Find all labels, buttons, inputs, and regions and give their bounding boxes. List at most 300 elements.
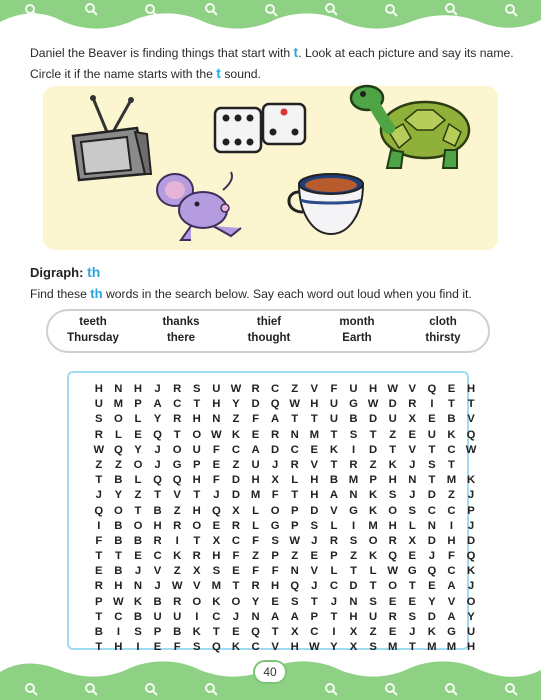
grid-letter[interactable]: T (369, 428, 377, 441)
grid-letter[interactable]: D (349, 580, 358, 593)
grid-letter[interactable]: O (113, 504, 123, 517)
grid-letter[interactable]: T (95, 610, 103, 623)
grid-letter[interactable]: L (369, 565, 377, 578)
grid-letter[interactable]: G (172, 458, 182, 471)
grid-letter[interactable]: S (95, 413, 103, 426)
grid-letter[interactable]: R (349, 458, 358, 471)
grid-letter[interactable]: F (252, 413, 259, 426)
grid-letter[interactable]: R (173, 519, 182, 532)
grid-letter[interactable]: T (330, 428, 338, 441)
grid-letter[interactable]: Y (134, 443, 142, 456)
grid-letter[interactable]: O (270, 504, 280, 517)
grid-letter[interactable]: J (409, 489, 416, 502)
grid-letter[interactable]: G (407, 565, 417, 578)
grid-letter[interactable]: J (95, 489, 102, 502)
grid-letter[interactable]: H (192, 474, 201, 487)
grid-letter[interactable]: W (367, 398, 379, 411)
grid-letter[interactable]: F (271, 489, 279, 502)
grid-letter[interactable]: T (408, 641, 416, 654)
grid-letter[interactable]: O (466, 595, 476, 608)
grid-letter[interactable]: H (290, 641, 299, 654)
grid-letter[interactable]: M (250, 489, 261, 502)
grid-letter[interactable]: S (388, 489, 397, 502)
grid-letter[interactable]: V (310, 565, 319, 578)
grid-letter[interactable]: R (173, 413, 182, 426)
grid-letter[interactable]: O (113, 413, 123, 426)
grid-letter[interactable]: K (427, 626, 436, 638)
grid-letter[interactable]: I (116, 626, 120, 638)
grid-letter[interactable]: B (133, 610, 143, 623)
grid-letter[interactable]: H (212, 398, 221, 411)
dice-picture[interactable] (213, 102, 309, 158)
grid-letter[interactable]: D (231, 489, 241, 502)
grid-letter[interactable]: U (173, 610, 182, 623)
grid-letter[interactable]: C (114, 610, 123, 623)
grid-letter[interactable]: L (114, 428, 122, 441)
grid-letter[interactable]: E (134, 428, 142, 441)
grid-letter[interactable]: M (211, 580, 222, 593)
grid-letter[interactable]: E (408, 550, 417, 563)
grid-letter[interactable]: O (192, 595, 202, 608)
grid-letter[interactable]: Z (173, 504, 181, 517)
grid-letter[interactable]: W (230, 383, 242, 395)
grid-letter[interactable]: G (447, 626, 456, 638)
grid-letter[interactable]: A (447, 580, 456, 593)
grid-letter[interactable]: Y (467, 610, 475, 623)
grid-letter[interactable]: N (251, 610, 260, 623)
grid-letter[interactable]: Z (369, 626, 377, 638)
grid-letter[interactable]: Z (232, 458, 240, 471)
grid-letter[interactable]: P (310, 610, 319, 623)
grid-letter[interactable]: I (136, 641, 140, 654)
grid-letter[interactable]: J (154, 458, 161, 471)
grid-letter[interactable]: T (428, 474, 436, 487)
grid-letter[interactable]: K (447, 428, 456, 441)
grid-letter[interactable]: H (447, 534, 456, 547)
grid-letter[interactable]: Q (94, 504, 104, 517)
grid-letter[interactable]: J (213, 489, 220, 502)
grid-letter[interactable]: S (290, 595, 299, 608)
grid-letter[interactable]: A (290, 610, 299, 623)
grid-letter[interactable]: S (271, 534, 279, 547)
grid-letter[interactable]: K (133, 595, 143, 608)
grid-letter[interactable]: G (349, 398, 358, 411)
grid-letter[interactable]: N (290, 565, 299, 578)
grid-letter[interactable]: M (309, 428, 320, 441)
grid-letter[interactable]: U (94, 398, 103, 411)
grid-letter[interactable]: C (231, 534, 241, 547)
grid-letter[interactable]: H (212, 550, 221, 563)
grid-letter[interactable]: E (310, 443, 319, 456)
grid-letter[interactable]: H (310, 474, 319, 487)
grid-letter[interactable]: X (290, 626, 299, 638)
grid-letter[interactable]: E (388, 626, 397, 638)
grid-letter[interactable]: Q (251, 626, 260, 638)
grid-letter[interactable]: C (251, 641, 260, 654)
grid-letter[interactable]: N (212, 413, 221, 426)
grid-letter[interactable]: Q (466, 550, 476, 563)
grid-letter[interactable]: R (251, 580, 260, 593)
grid-letter[interactable]: P (192, 458, 201, 471)
grid-letter[interactable]: Z (350, 550, 357, 563)
grid-letter[interactable]: F (232, 550, 240, 563)
grid-letter[interactable]: J (428, 550, 436, 563)
grid-letter[interactable]: B (114, 474, 123, 487)
grid-letter[interactable]: E (212, 519, 221, 532)
grid-letter[interactable]: N (114, 383, 123, 395)
grid-letter[interactable]: Z (291, 383, 299, 395)
grid-letter[interactable]: X (408, 413, 417, 426)
grid-letter[interactable]: L (330, 519, 338, 532)
grid-letter[interactable]: T (193, 489, 201, 502)
grid-letter[interactable]: A (447, 610, 456, 623)
grid-letter[interactable]: K (212, 595, 221, 608)
grid-letter[interactable]: E (428, 580, 436, 593)
grid-letter[interactable]: K (231, 428, 241, 441)
grid-letter[interactable]: V (310, 383, 319, 395)
grid-letter[interactable]: Z (134, 489, 142, 502)
grid-letter[interactable]: Z (448, 489, 455, 502)
grid-letter[interactable]: H (114, 641, 123, 654)
grid-letter[interactable]: L (134, 474, 142, 487)
grid-letter[interactable]: I (430, 398, 434, 411)
grid-letter[interactable]: G (270, 519, 280, 532)
grid-letter[interactable]: S (349, 534, 358, 547)
grid-letter[interactable]: F (330, 383, 338, 395)
grid-letter[interactable]: T (95, 641, 103, 654)
grid-letter[interactable]: E (232, 626, 240, 638)
grid-letter[interactable]: V (408, 383, 417, 395)
grid-letter[interactable]: O (388, 580, 398, 593)
grid-letter[interactable]: Y (114, 489, 123, 502)
grid-letter[interactable]: B (114, 519, 123, 532)
grid-letter[interactable]: O (388, 504, 398, 517)
grid-letter[interactable]: W (289, 398, 301, 411)
grid-letter[interactable]: C (290, 443, 299, 456)
grid-letter[interactable]: C (310, 626, 319, 638)
grid-letter[interactable]: T (154, 489, 162, 502)
grid-letter[interactable]: O (133, 519, 143, 532)
grid-letter[interactable]: F (252, 534, 259, 547)
grid-letter[interactable]: I (351, 519, 356, 532)
grid-letter[interactable]: C (447, 504, 456, 517)
grid-letter[interactable]: T (310, 595, 318, 608)
grid-letter[interactable]: Z (95, 458, 103, 471)
grid-letter[interactable]: W (387, 565, 399, 578)
grid-letter[interactable]: E (251, 428, 260, 441)
grid-letter[interactable]: M (348, 474, 359, 487)
grid-letter[interactable]: L (291, 474, 299, 487)
mouse-picture[interactable] (151, 170, 251, 244)
grid-letter[interactable]: L (252, 504, 259, 517)
grid-letter[interactable]: T (193, 534, 201, 547)
grid-letter[interactable]: H (94, 383, 103, 395)
grid-letter[interactable]: P (153, 626, 162, 638)
grid-letter[interactable]: T (448, 398, 455, 411)
grid-letter[interactable]: E (212, 458, 221, 471)
grid-letter[interactable]: Q (153, 428, 162, 441)
grid-letter[interactable]: K (466, 474, 476, 487)
grid-letter[interactable]: E (271, 595, 279, 608)
grid-letter[interactable]: H (114, 580, 123, 593)
grid-letter[interactable]: X (271, 474, 279, 487)
grid-letter[interactable]: R (251, 383, 260, 395)
grid-letter[interactable]: P (330, 550, 338, 563)
grid-letter[interactable]: V (330, 504, 338, 517)
grid-letter[interactable]: M (368, 519, 378, 532)
grid-letter[interactable]: T (428, 443, 436, 456)
grid-letter[interactable]: X (232, 504, 240, 517)
grid-letter[interactable]: Y (428, 595, 436, 608)
grid-letter[interactable]: C (329, 580, 338, 593)
grid-letter[interactable]: B (114, 565, 123, 578)
grid-letter[interactable]: E (153, 641, 162, 654)
teacup-picture[interactable] (279, 170, 379, 242)
grid-letter[interactable]: R (173, 383, 182, 395)
grid-letter[interactable]: P (271, 550, 279, 563)
grid-letter[interactable]: N (408, 474, 417, 487)
grid-letter[interactable]: S (212, 565, 221, 578)
grid-letter[interactable]: T (369, 580, 377, 593)
grid-letter[interactable]: X (408, 534, 417, 547)
grid-letter[interactable]: T (193, 398, 201, 411)
grid-letter[interactable]: Z (369, 458, 377, 471)
grid-letter[interactable]: T (291, 489, 299, 502)
grid-letter[interactable]: L (330, 565, 338, 578)
grid-letter[interactable]: P (467, 504, 475, 517)
grid-letter[interactable]: U (369, 610, 378, 623)
grid-letter[interactable]: W (171, 580, 183, 593)
grid-letter[interactable]: T (389, 443, 397, 456)
grid-letter[interactable]: F (252, 565, 259, 578)
grid-letter[interactable]: J (154, 580, 161, 593)
grid-letter[interactable]: Q (211, 504, 221, 517)
grid-letter[interactable]: R (388, 610, 397, 623)
grid-letter[interactable]: U (212, 383, 221, 395)
grid-letter[interactable]: R (329, 534, 338, 547)
grid-letter[interactable]: O (192, 519, 202, 532)
grid-letter[interactable]: P (369, 474, 377, 487)
grid-letter[interactable]: Z (291, 550, 299, 563)
grid-letter[interactable]: M (113, 398, 124, 411)
grid-letter[interactable]: R (192, 550, 201, 563)
grid-letter[interactable]: Q (466, 428, 476, 441)
grid-letter[interactable]: K (192, 626, 201, 638)
grid-letter[interactable]: F (448, 550, 455, 563)
grid-letter[interactable]: Z (389, 428, 397, 441)
grid-letter[interactable]: K (369, 489, 378, 502)
grid-letter[interactable]: H (388, 519, 397, 532)
grid-letter[interactable]: U (153, 610, 162, 623)
grid-letter[interactable]: B (133, 534, 143, 547)
grid-letter[interactable]: H (310, 489, 319, 502)
grid-letter[interactable]: V (447, 595, 456, 608)
grid-letter[interactable]: T (350, 565, 357, 578)
grid-letter[interactable]: H (153, 519, 162, 532)
grid-letter[interactable]: P (95, 595, 103, 608)
grid-letter[interactable]: M (446, 641, 457, 654)
word-search-grid[interactable] (89, 382, 481, 655)
grid-letter[interactable]: O (368, 534, 378, 547)
grid-letter[interactable]: E (388, 595, 397, 608)
grid-letter[interactable]: E (134, 550, 142, 563)
grid-letter[interactable]: Y (232, 398, 240, 411)
grid-letter[interactable]: E (95, 565, 103, 578)
grid-letter[interactable]: Z (252, 550, 259, 563)
grid-letter[interactable]: K (388, 458, 397, 471)
grid-letter[interactable]: K (466, 565, 476, 578)
grid-letter[interactable]: D (388, 398, 397, 411)
grid-letter[interactable]: S (408, 504, 417, 517)
grid-letter[interactable]: O (192, 428, 202, 441)
grid-letter[interactable]: V (467, 413, 475, 426)
grid-letter[interactable]: U (466, 626, 476, 638)
grid-letter[interactable]: W (211, 428, 222, 441)
grid-letter[interactable]: C (427, 504, 436, 517)
grid-letter[interactable]: F (95, 534, 103, 547)
grid-letter[interactable]: O (133, 458, 143, 471)
grid-letter[interactable]: C (447, 565, 456, 578)
grid-letter[interactable]: P (290, 519, 299, 532)
grid-letter[interactable]: D (369, 443, 378, 456)
grid-letter[interactable]: S (369, 641, 377, 654)
grid-letter[interactable]: Q (290, 580, 300, 593)
grid-letter[interactable]: I (449, 519, 454, 532)
grid-letter[interactable]: Q (388, 550, 398, 563)
grid-letter[interactable]: D (310, 504, 319, 517)
grid-letter[interactable]: Y (330, 641, 338, 654)
grid-letter[interactable]: X (349, 626, 358, 638)
grid-letter[interactable]: H (466, 641, 476, 654)
grid-letter[interactable]: E (408, 595, 417, 608)
grid-letter[interactable]: X (212, 534, 221, 547)
grid-letter[interactable]: J (467, 519, 475, 532)
grid-letter[interactable]: B (173, 626, 182, 638)
grid-letter[interactable]: U (192, 443, 201, 456)
grid-letter[interactable]: J (409, 458, 416, 471)
grid-letter[interactable]: T (134, 504, 142, 517)
grid-letter[interactable]: S (310, 519, 319, 532)
grid-letter[interactable]: J (232, 610, 240, 623)
turtle-picture[interactable] (345, 80, 485, 172)
grid-letter[interactable]: Z (232, 413, 240, 426)
grid-letter[interactable]: Y (251, 595, 260, 608)
grid-letter[interactable]: J (154, 443, 161, 456)
grid-letter[interactable]: V (153, 565, 162, 578)
grid-letter[interactable]: D (466, 534, 476, 547)
grid-letter[interactable]: B (329, 474, 338, 487)
grid-letter[interactable]: H (310, 398, 319, 411)
grid-letter[interactable]: D (231, 474, 241, 487)
grid-letter[interactable]: N (349, 595, 358, 608)
grid-letter[interactable]: I (195, 610, 199, 623)
grid-letter[interactable]: H (388, 474, 397, 487)
grid-letter[interactable]: F (212, 474, 220, 487)
grid-letter[interactable]: U (388, 413, 397, 426)
grid-letter[interactable]: H (466, 383, 476, 395)
grid-letter[interactable]: S (192, 641, 201, 654)
grid-letter[interactable]: C (447, 443, 456, 456)
grid-letter[interactable]: K (173, 550, 182, 563)
grid-letter[interactable]: L (408, 519, 416, 532)
grid-letter[interactable]: N (133, 580, 143, 593)
grid-letter[interactable]: C (212, 610, 221, 623)
grid-letter[interactable]: T (330, 610, 338, 623)
grid-letter[interactable]: E (428, 413, 436, 426)
grid-letter[interactable]: W (387, 383, 399, 395)
grid-letter[interactable]: K (329, 443, 338, 456)
grid-letter[interactable]: U (329, 398, 338, 411)
grid-letter[interactable]: B (349, 413, 358, 426)
grid-letter[interactable]: O (231, 595, 241, 608)
grid-letter[interactable]: Q (427, 383, 437, 395)
grid-letter[interactable]: J (330, 595, 338, 608)
grid-letter[interactable]: T (212, 626, 220, 638)
grid-letter[interactable]: T (232, 580, 240, 593)
grid-letter[interactable]: A (271, 413, 280, 426)
grid-letter[interactable]: X (349, 641, 358, 654)
grid-letter[interactable]: V (310, 458, 319, 471)
grid-letter[interactable]: R (153, 534, 162, 547)
grid-letter[interactable]: R (271, 428, 280, 441)
grid-letter[interactable]: H (369, 383, 378, 395)
grid-letter[interactable]: H (271, 580, 280, 593)
grid-letter[interactable]: I (97, 519, 101, 532)
grid-letter[interactable]: S (349, 428, 358, 441)
grid-letter[interactable]: R (231, 519, 241, 532)
grid-letter[interactable]: T (114, 550, 122, 563)
grid-letter[interactable]: C (153, 550, 162, 563)
grid-letter[interactable]: D (427, 610, 436, 623)
grid-letter[interactable]: M (387, 641, 398, 654)
grid-letter[interactable]: I (175, 534, 179, 547)
grid-letter[interactable]: R (173, 595, 182, 608)
grid-letter[interactable]: Q (113, 443, 123, 456)
grid-letter[interactable]: H (192, 413, 201, 426)
grid-letter[interactable]: N (427, 519, 436, 532)
grid-letter[interactable]: I (332, 626, 336, 638)
grid-letter[interactable]: Z (173, 565, 181, 578)
grid-letter[interactable]: H (349, 610, 358, 623)
grid-letter[interactable]: B (153, 504, 162, 517)
grid-letter[interactable]: K (369, 504, 378, 517)
grid-letter[interactable]: J (154, 383, 161, 395)
grid-letter[interactable]: W (93, 443, 105, 456)
grid-letter[interactable]: A (329, 489, 338, 502)
grid-letter[interactable]: T (330, 458, 338, 471)
grid-letter[interactable]: T (271, 626, 279, 638)
grid-letter[interactable]: F (271, 565, 279, 578)
grid-letter[interactable]: T (467, 398, 475, 411)
grid-letter[interactable]: W (308, 641, 320, 654)
grid-letter[interactable]: Q (270, 398, 280, 411)
grid-letter[interactable]: B (114, 534, 123, 547)
grid-letter[interactable]: T (95, 550, 103, 563)
grid-letter[interactable]: T (448, 458, 455, 471)
grid-letter[interactable]: L (134, 413, 142, 426)
grid-letter[interactable]: J (311, 534, 318, 547)
grid-letter[interactable]: J (409, 626, 416, 638)
grid-letter[interactable]: K (369, 550, 378, 563)
grid-letter[interactable]: U (427, 428, 436, 441)
grid-letter[interactable]: P (134, 398, 142, 411)
grid-letter[interactable]: A (251, 443, 260, 456)
grid-letter[interactable]: X (192, 565, 201, 578)
grid-letter[interactable]: V (192, 580, 201, 593)
grid-letter[interactable]: C (271, 383, 280, 395)
grid-letter[interactable]: T (408, 580, 416, 593)
grid-letter[interactable]: T (291, 413, 299, 426)
